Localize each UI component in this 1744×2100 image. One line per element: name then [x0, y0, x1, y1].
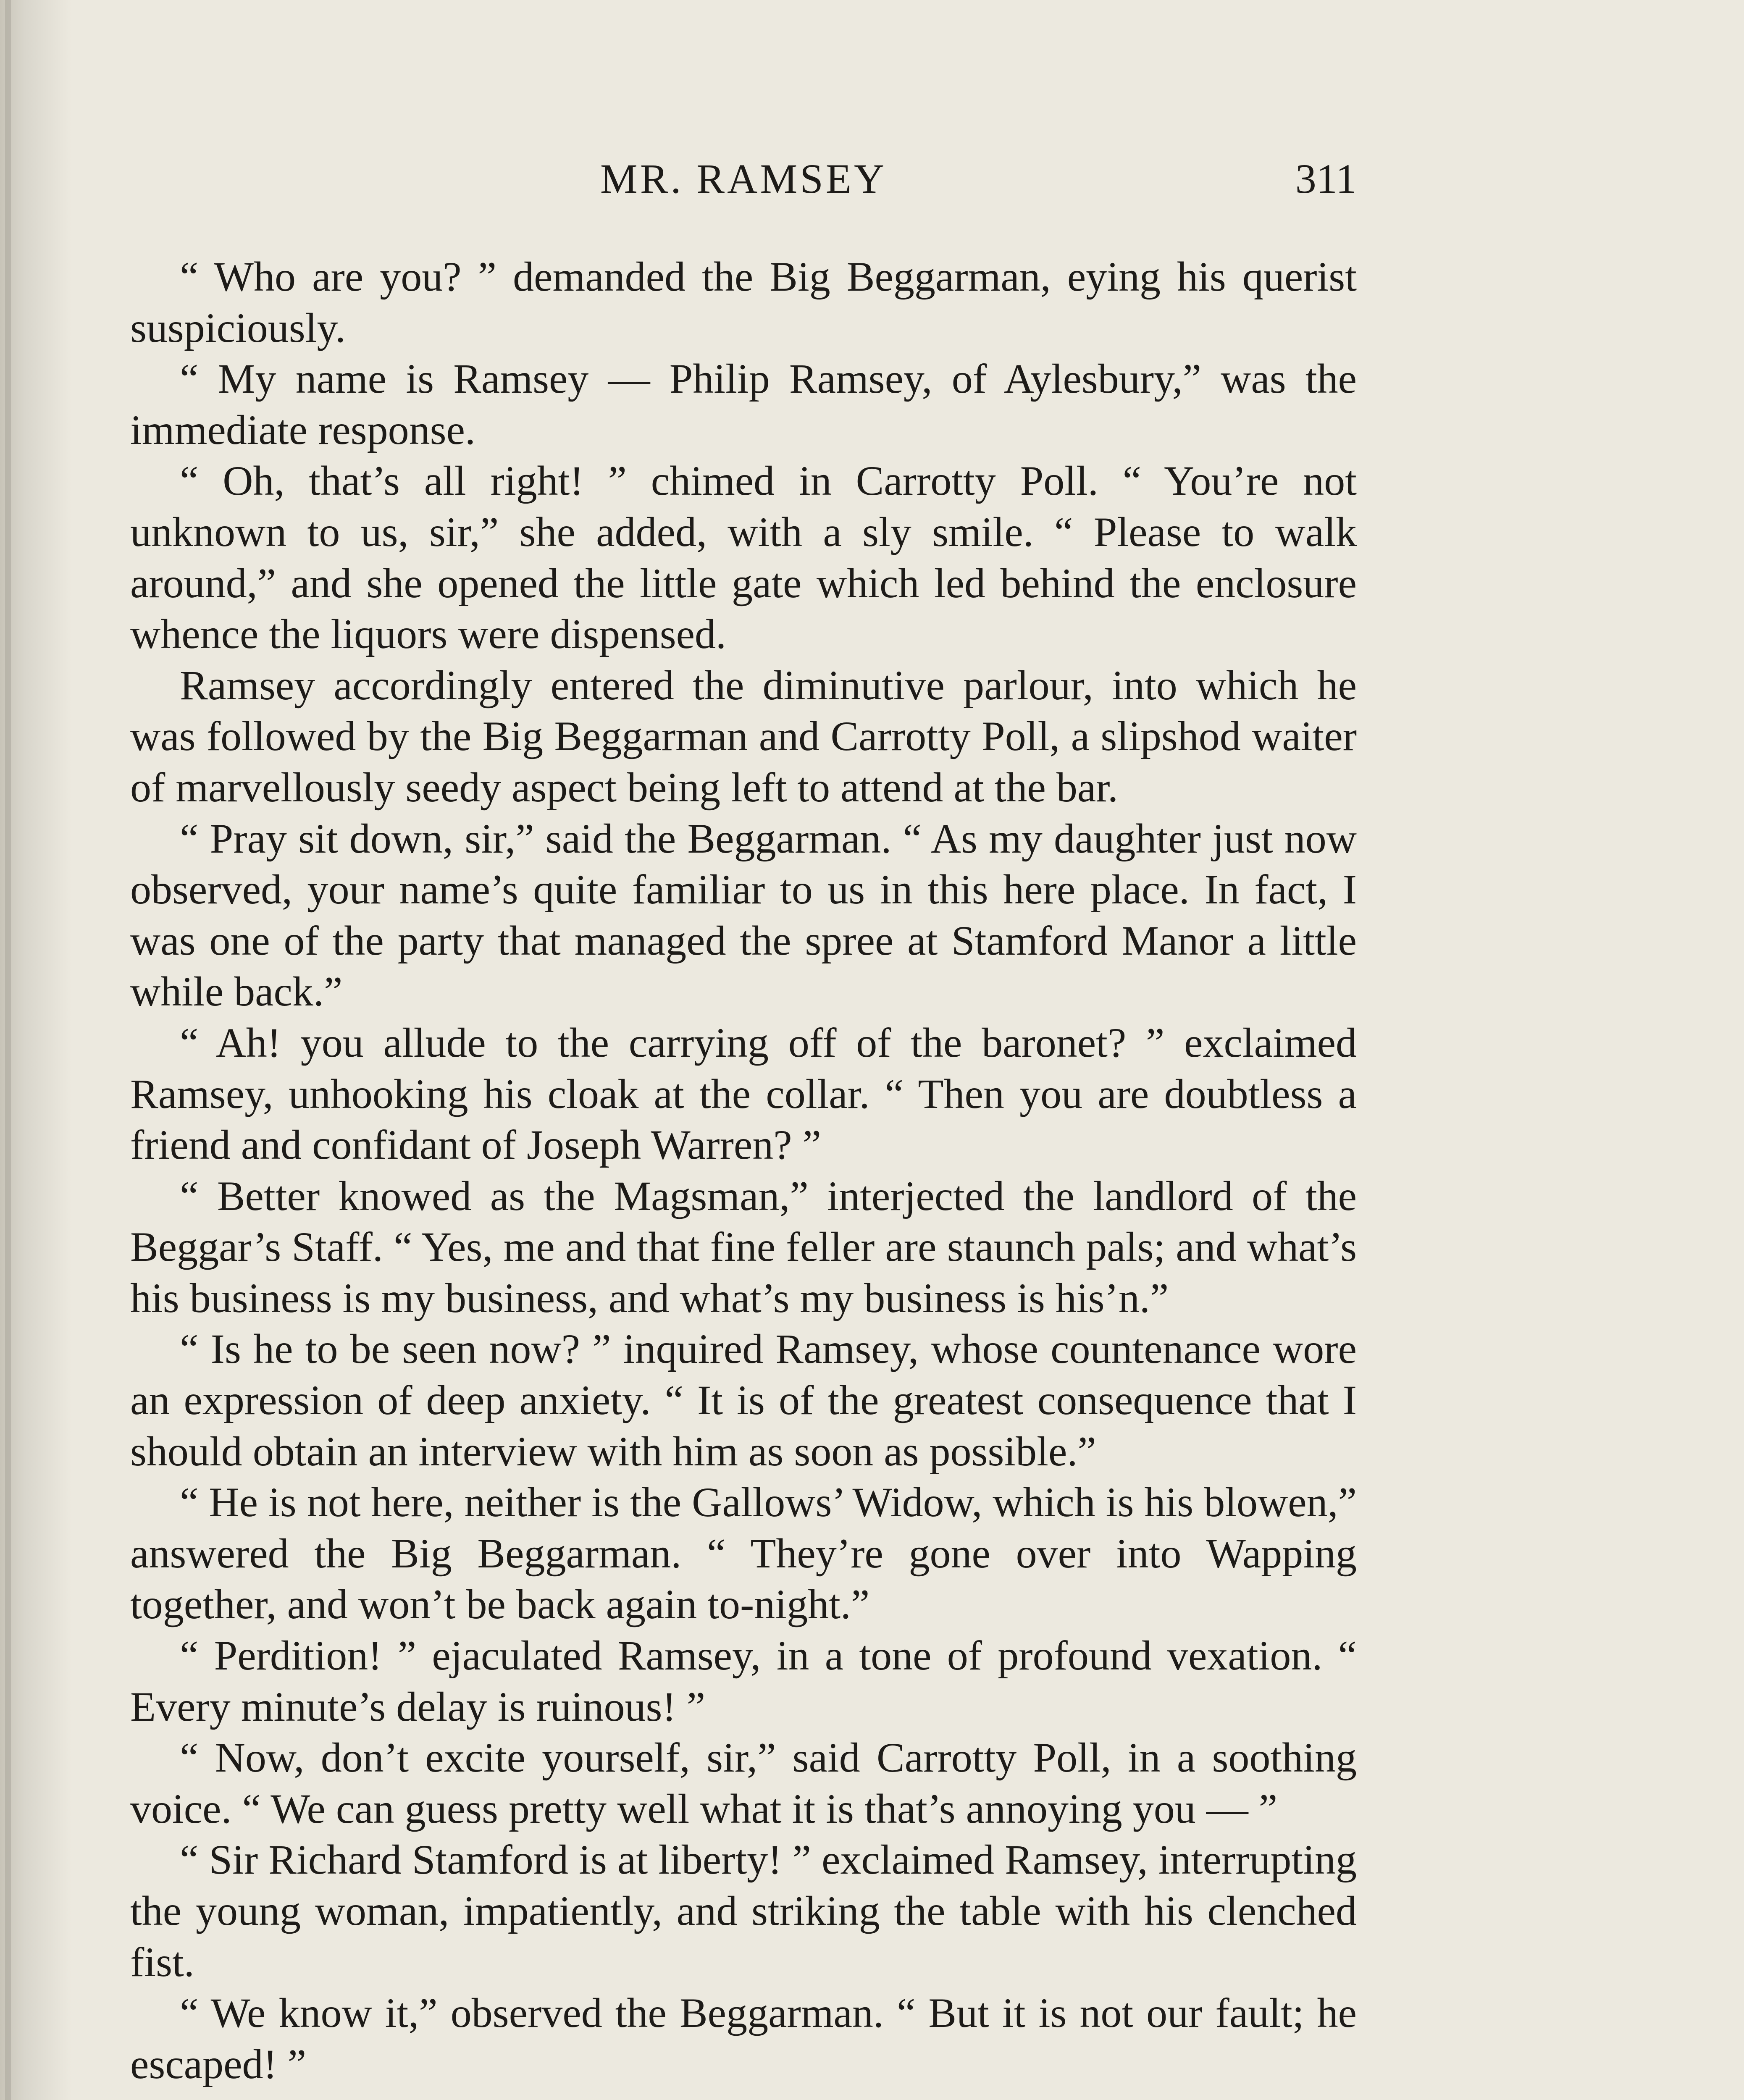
page-header: [130, 155, 1357, 213]
paragraph: “ My name is Ramsey — Philip Ramsey, of Aylesbury,” was the immediate response.: [130, 355, 1357, 453]
body-text: [130, 251, 1357, 2090]
paragraph: “ Now, don’t excite yourself, sir,” said Carrotty Poll, in a soothing voice. “ We can guess pretty well what it is that’s annoying you — ”: [130, 1734, 1357, 1832]
paragraph: “ Is he to be seen now? ” inquired Ramsey, whose countenance wore an expression of deep anxiety. “ It is of the greatest consequence that I should obtain an interview with him as soon as possible.”: [130, 1326, 1357, 1475]
paragraph: “ Perdition! ” ejaculated Ramsey, in a tone of profound vexation. “ Every minute’s delay is ruinous! ”: [130, 1632, 1357, 1730]
paragraph: “ Oh, that’s all right! ” chimed in Carrotty Poll. “ You’re not unknown to us, sir,” she added, with a sly smile. “ Please to walk around,” and she opened the little gate which led behind the enclosure whence the liquors were dispensed.: [130, 457, 1357, 658]
paragraph: “ Ah! you allude to the carrying off of the baronet? ” exclaimed Ramsey, unhooking his cloak at the collar. “ Then you are doubtless a friend and confidant of Joseph Warren? ”: [130, 1019, 1357, 1168]
paragraph: Ramsey accordingly entered the diminutive parlour, into which he was followed by the Big Beggarman and Carrotty Poll, a slipshod waiter of marvellously seedy aspect being left to attend at the bar.: [130, 662, 1357, 811]
paragraph: “ Sir Richard Stamford is at liberty! ” exclaimed Ramsey, interrupting the young woman, impatiently, and striking the table with his clenched fist.: [130, 1836, 1357, 1985]
running-head: MR. RAMSEY: [600, 155, 887, 202]
paragraph: “ Pray sit down, sir,” said the Beggarman. “ As my daughter just now observed, your name’s quite familiar to us in this here place. In fact, I was one of the party that managed the spree at Stamford Manor a little while back.”: [130, 815, 1357, 1015]
page-spine-edge: [5, 0, 11, 2100]
page-number: 311: [1295, 155, 1357, 202]
paragraph: “ Who are you? ” demanded the Big Beggarman, eying his querist suspiciously.: [130, 253, 1357, 351]
paragraph: “ We know it,” observed the Beggarman. “ But it is not our fault; he escaped! ”: [130, 1990, 1357, 2087]
paragraph: “ Better knowed as the Magsman,” interjected the landlord of the Beggar’s Staff. “ Yes, me and that fine feller are staunch pals; and what’s his business is my business, and what’s my business is his’n.”: [130, 1172, 1357, 1321]
paragraph: “ He is not here, neither is the Gallows’ Widow, which is his blowen,” answered the Big Beggarman. “ They’re gone over into Wapping together, and won’t be back again to-night.”: [130, 1479, 1357, 1628]
